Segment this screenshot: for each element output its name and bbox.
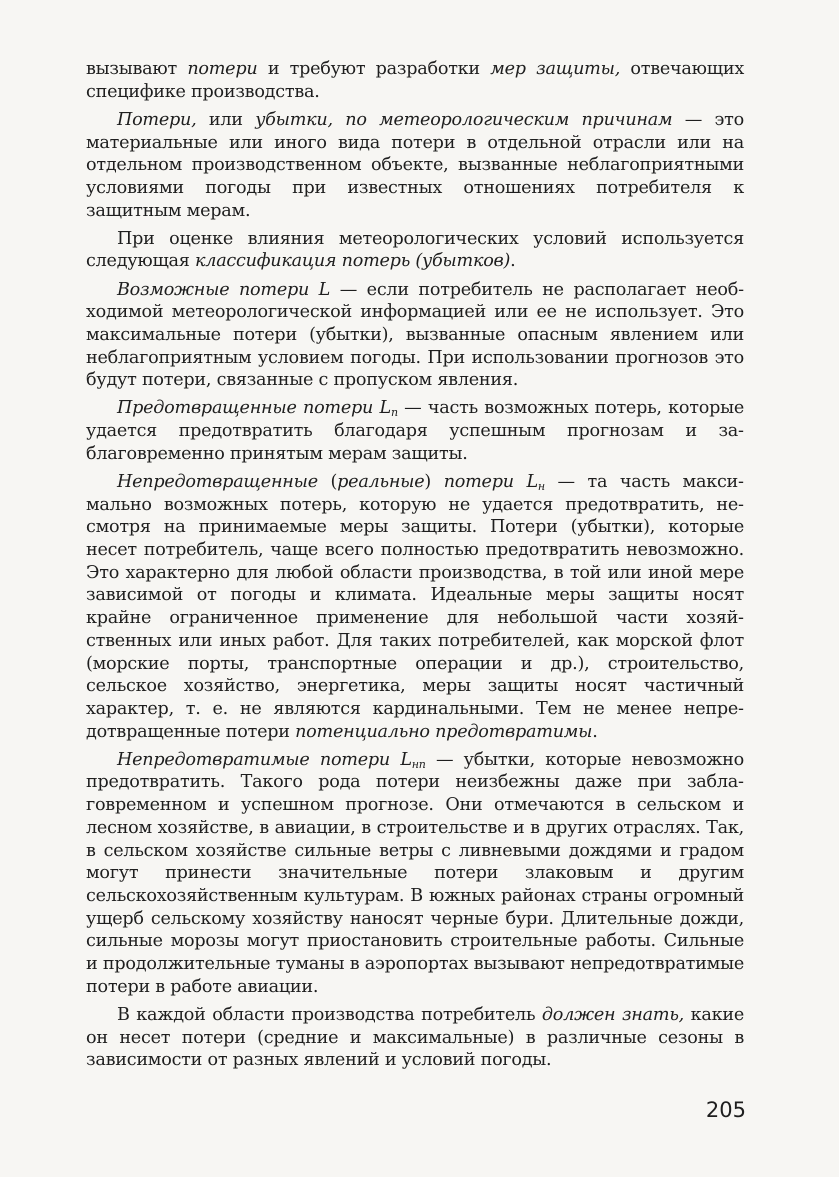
italic-term: Предотвращенные потери L	[117, 398, 391, 419]
italic-term: Потери,	[117, 109, 197, 130]
paragraph-losses-definition	[86, 109, 744, 223]
text-run: При оценке влияния метеорологических условий используется следующая	[86, 228, 744, 272]
subscript: п	[390, 406, 398, 420]
italic-term: мер защиты,	[490, 59, 621, 79]
paragraph-conclusion	[86, 1004, 744, 1072]
paragraph-intro-continuation	[86, 58, 744, 103]
text-run: вызывают	[86, 59, 188, 79]
italic-term: Непредотвращенные	[117, 471, 318, 492]
subscript: н	[537, 479, 545, 493]
italic-term: потери	[187, 59, 258, 79]
text-run: — часть возможных потерь, которые удается предотвратить благодаря успешным прогнозам и заблаговременно принятым мерам защиты.	[86, 398, 744, 464]
text-run: В каждой области производства потребитель	[117, 1004, 542, 1025]
body-text	[86, 58, 744, 1072]
text-run: — убытки, которые невозможно предотвратить. Такого рода потери неизбежны даже при заблаговременном и успешном прогнозе. Они отмечаются в сельском и лесном хозяйстве, в авиации, в строительстве и в других отраслях. Так, в сельском хозяйстве сильные ветры с ливневыми дождями и градом могут принести значительные потери злаковым и другим сельскохозяйственным культурам. В южных районах страны огромный ущерб сельскому хозяйству наносят черные бури. Длительные дожди, сильные морозы могут приостановить строительные работы. Сильные и продолжительные туманы в аэропортах вызывают непредотвратимые потери в работе авиации.	[86, 749, 744, 997]
text-run: .	[510, 251, 516, 272]
text-run: — это материальные или иного вида потери в отдельной отрасли или на отдельном производственном объекте, вызванные неблагоприятными условиями погоды при известных отношениях потребителя к защитным мерам.	[86, 109, 744, 221]
paragraph-possible-losses	[86, 279, 744, 393]
text-run: и требуют разработки	[257, 59, 491, 79]
paragraph-unpreventable-losses	[86, 749, 744, 999]
text-run: какие он несет потери (средние и максимальные) в различные сезоны в зависимости от разных явлений и условий погоды.	[86, 1004, 744, 1071]
paragraph-unprevented-losses	[86, 471, 744, 743]
text-run: )	[424, 471, 444, 492]
paragraph-classification	[86, 228, 744, 273]
italic-term: Возможные потери L	[117, 279, 331, 300]
text-run: — та часть максимально возможных потерь, которую не удается предотвратить, несмотря на принимаемые меры защиты. Потери (убытки), которые несет потребитель, чаще всего полностью предотвратить невозможно. Это характерно для любой области производства, в той или иной мере зависимой от погоды и климата. Идеальные меры защиты носят крайне ограниченное применение для небольшой части хозяйственных или иных работ. Для таких потребителей, как морской флот (морские порты, транспортные операции и др.), строительство, сельское хозяйство, энергетика, меры защиты носят частичный характер, т. е. не являются кардинальными. Тем не менее непредотвращенные потери	[86, 471, 744, 742]
text-run: — если потребитель не располагает необходимой метеорологической информацией или ее не использует. Это максимальные потери (убытки), вызванные опасным явлением или неблагоприятным условием погоды. При использовании прогнозов это будут потери, связанные с пропуском явления.	[86, 279, 745, 391]
italic-term: классификация потерь (убытков)	[194, 251, 511, 272]
italic-term: убытки, по метеорологическим причинам	[255, 109, 673, 130]
text-run: отвечающих специфике производства.	[86, 59, 744, 102]
italic-term: реальные	[337, 471, 425, 492]
italic-term: Непредотвратимые потери L	[117, 749, 412, 770]
paragraph-prevented-losses	[86, 397, 744, 465]
text-run: .	[592, 721, 598, 742]
italic-term: потенциально предотвратимы	[295, 721, 593, 742]
text-run: или	[196, 109, 256, 130]
italic-term: должен знать,	[541, 1004, 684, 1025]
page-number: 205	[705, 1098, 746, 1122]
italic-term: потери L	[443, 471, 538, 492]
subscript: нп	[411, 757, 426, 771]
text-run: (	[317, 471, 338, 492]
